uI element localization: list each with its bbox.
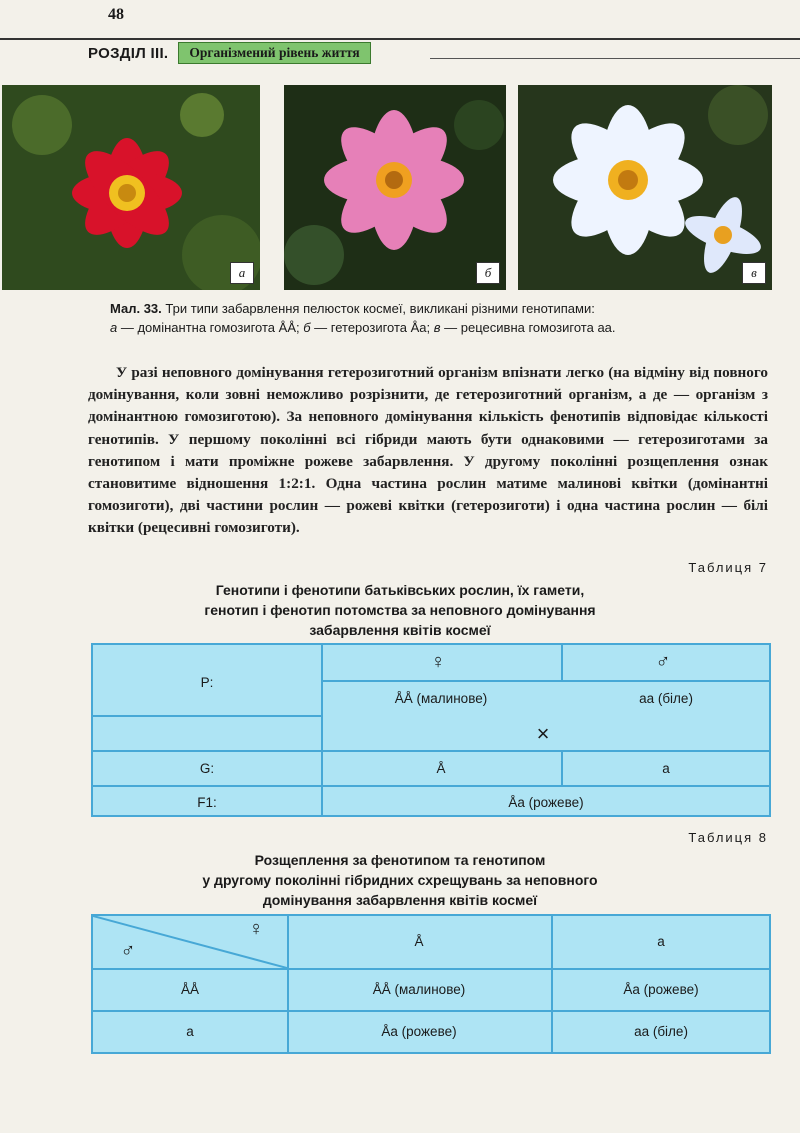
t7-hline-1 (321, 680, 771, 682)
section-header (88, 42, 371, 64)
photo-tag-c: в (742, 262, 766, 284)
caption-b-text: — гетерозигота Åа; (310, 320, 434, 335)
female-symbol: ♀ (430, 651, 446, 673)
t8-col1: Å (414, 934, 424, 949)
t8-cell-11: ÅÅ (малинове) (372, 982, 466, 997)
caption-a-text: — домінантна гомозигота ÅÅ; (117, 320, 304, 335)
cross-symbol: × (536, 721, 550, 746)
body-paragraph: У разі неповного домінування гетерозиготний організм впізнати легко (на відміну від повного домінування, коли зовні неможливо розрізнити, де гетерозиготний організм, а де — організм з домінантною гомозиготою). За неповного домінування кількість фенотипів відповідає кількості генотипів. У першому поколінні всі гібриди мають бути однаковими — гетерозиготами за генотипом і мати проміжне рожеве забарвлення. У другому поколінні розщеплення ознак становитиме відношення 1:2:1. Одна частина рослин матиме малинові квітки (домінантні гомозиготи), дві частини рослин — рожеві квітки (гетерозиготи) і одна частина рослин — білі квітки (рецесивні гомозиготи). (88, 364, 768, 537)
photo-tag-b: б (476, 262, 500, 284)
table7-title-line2: генотип і фенотип потомства за неповного домінування (204, 602, 596, 618)
t8-row2: а (186, 1024, 194, 1039)
female-parent: ÅÅ (малинове) (394, 691, 488, 706)
white-flower-image (518, 85, 772, 290)
table8-title-line3: домінування забарвлення квітів космеї (262, 892, 538, 908)
pink-flower-image (284, 85, 506, 290)
header-rule (430, 58, 800, 59)
page-number: 48 (108, 6, 124, 23)
t8-col2: а (657, 934, 665, 949)
photo-tag-a: а (230, 262, 254, 284)
top-rule (0, 38, 800, 40)
row-g-label: G: (199, 761, 215, 776)
t8-female-symbol: ♀ (248, 918, 264, 940)
t8-male-symbol: ♂ (120, 940, 136, 962)
caption-b-letter: б (303, 320, 311, 335)
photo-red-cosmos (2, 85, 260, 290)
table7-grid (91, 643, 771, 817)
photo-pink-cosmos (284, 85, 506, 290)
t8-cell-21: Åа (рожеве) (381, 1024, 457, 1039)
caption-line1: Три типи забарвлення пелюсток космеї, викликані різними генотипами: (165, 301, 595, 316)
caption-a-letter: а (110, 320, 118, 335)
male-parent: аа (біле) (639, 691, 693, 706)
figure-caption (110, 299, 770, 337)
t8-cell-12: Åа (рожеве) (623, 982, 699, 997)
t8-hline-2 (93, 1010, 771, 1012)
table8-title-line1: Розщеплення за фенотипом та генотипом (254, 852, 546, 868)
t8-cell-22: аа (біле) (634, 1024, 688, 1039)
table8-title (120, 850, 680, 910)
table8-title-line2: у другому поколінні гібридних схрещувань за неповного (202, 872, 598, 888)
male-symbol: ♂ (655, 651, 671, 673)
table8-label: Таблиця 8 (688, 830, 768, 845)
gamete-male: а (662, 761, 670, 776)
table7-label: Таблиця 7 (688, 560, 768, 575)
row-p-label: P: (200, 675, 214, 690)
photo-white-cosmos (518, 85, 772, 290)
table7-title (120, 580, 680, 640)
t8-row1: ÅÅ (180, 982, 199, 997)
t7-hline-4 (93, 785, 771, 787)
row-f1-label: F1: (197, 795, 217, 810)
t7-vline-1 (321, 645, 323, 815)
t7-hline-3 (93, 750, 771, 752)
section-label: РОЗДІЛ III. (88, 44, 169, 62)
red-flower-image (2, 85, 260, 290)
t7-vline-2a (561, 645, 563, 680)
section-title: Організмений рівень життя (178, 42, 370, 64)
table7-title-line1: Генотипи і фенотипи батьківських рослин, їх гамети, (215, 582, 585, 598)
caption-number: Мал. 33. (110, 301, 162, 316)
t7-hline-2 (93, 715, 323, 717)
table7-title-line3: забарвлення квітів космеї (309, 622, 491, 638)
table8-grid (91, 914, 771, 1054)
offspring: Åа (рожеве) (508, 795, 584, 810)
caption-c-letter: в (433, 320, 441, 335)
gamete-female: Å (436, 761, 446, 776)
t8-hline-1 (93, 968, 771, 970)
caption-c-text: — рецесивна гомозигота аа. (440, 320, 616, 335)
